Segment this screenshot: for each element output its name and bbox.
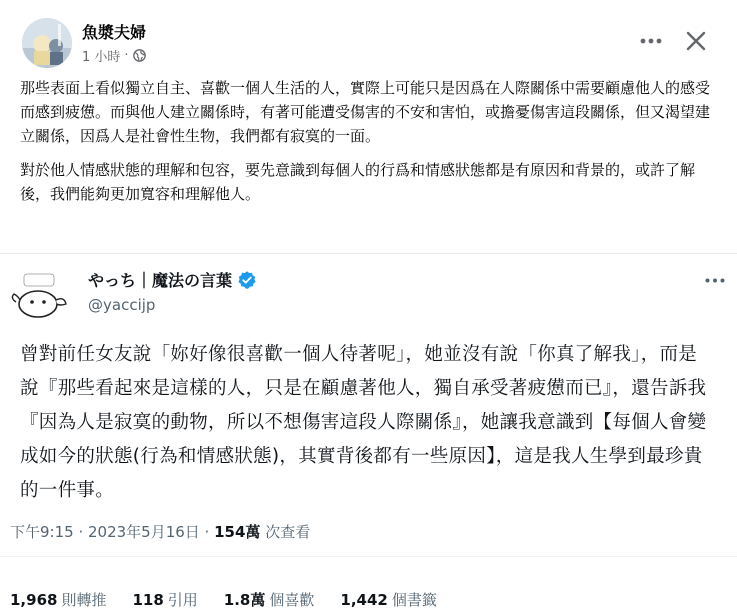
stat-likes[interactable]: 1.8萬 個喜歡	[223, 591, 315, 609]
tweet-display-name[interactable]	[88, 268, 257, 291]
more-horizontal-icon	[640, 38, 662, 44]
embedded-tweet[interactable]	[0, 253, 737, 609]
tweet-author-avatar[interactable]	[8, 266, 70, 328]
tweet-time[interactable]: 下午9:15 · 2023年5月16日 ·	[10, 523, 215, 541]
tweet-display-name-text[interactable]: やっち｜魔法の言葉	[88, 271, 233, 290]
stat-bookmarks[interactable]: 1,442 個書籤	[340, 591, 437, 609]
author-avatar[interactable]	[22, 18, 72, 68]
close-icon	[685, 30, 707, 52]
post-paragraph: 那些表面上看似獨立自主、喜歡一個人生活的人，實際上可能只是因爲在人際關係中需要顧慮他人的感受而感到疲憊。而與他人建立關係時，有著可能遭受傷害的不安和害怕，或擔憂傷害這段關係，但又渴望建立關係，因爲人是社會性生物，我們都有寂寞的一面。	[20, 79, 711, 145]
meta-separator: ·	[124, 48, 129, 63]
post-time[interactable]: 1 小時	[82, 50, 121, 65]
tweet-views-label: 次查看	[260, 523, 311, 541]
tweet-stats	[10, 589, 437, 610]
stat-retweets[interactable]: 1,968 則轉推	[10, 591, 107, 609]
verified-badge-icon	[237, 270, 257, 290]
tweet-views-count: 154萬	[214, 523, 261, 541]
post-meta	[82, 46, 146, 65]
post-header	[0, 0, 737, 72]
post-body	[20, 76, 720, 216]
stat-quotes[interactable]: 118 引用	[132, 591, 198, 609]
post-more-button[interactable]	[636, 28, 666, 54]
more-horizontal-icon	[705, 278, 725, 283]
tweet-text: 曾對前任女友說「妳好像很喜歡一個人待著呢」，她並沒有說「你真了解我」，而是說『那些看起來是這樣的人，只是在顧慮著他人，獨自承受著疲憊而已』，還告訴我『因為人是寂寞的動物，所以不想傷害這段人際關係』，她讓我意識到【每個人會變成如今的狀態(行為和情感狀態)，其實背後都有一些原因】，這是我人生學到最珍貴的一件事。	[20, 344, 707, 501]
divider	[0, 556, 737, 557]
close-button[interactable]	[681, 26, 711, 56]
post-paragraph: 對於他人情感狀態的理解和包容，要先意識到每個人的行爲和情感狀態都是有原因和背景的，或許了解後，我們能夠更加寬容和理解他人。	[20, 161, 696, 203]
globe-icon	[133, 49, 146, 62]
author-name[interactable]: 魚漿夫婦	[82, 23, 147, 42]
tweet-more-button[interactable]	[700, 268, 730, 292]
tweet-handle[interactable]: @yaccijp	[88, 296, 156, 314]
tweet-timestamp[interactable]	[10, 521, 310, 542]
